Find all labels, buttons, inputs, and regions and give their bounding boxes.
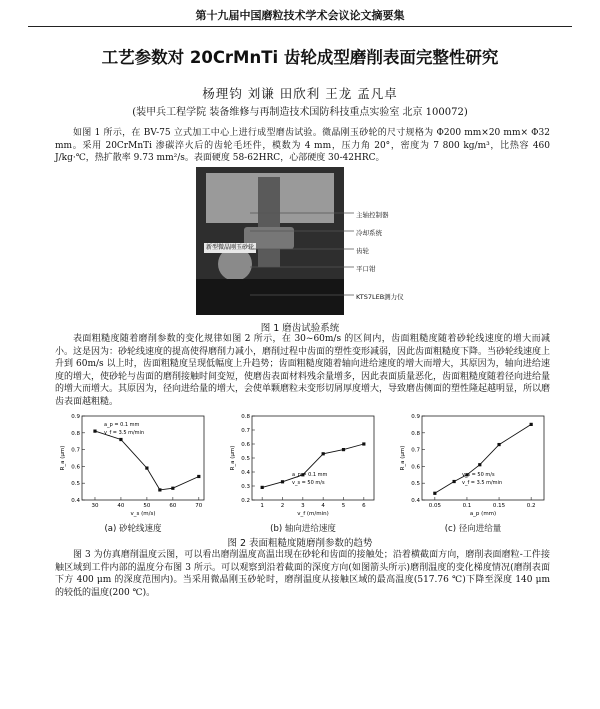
data-point — [261, 486, 264, 489]
y-tick-label: 0.7 — [71, 447, 80, 454]
y-axis-label: R_a (μm) — [60, 445, 66, 471]
legend-text: v_s = 50 m/s — [462, 472, 495, 478]
data-point — [197, 475, 200, 478]
subcaption-a: (a) 砂轮线速度 — [104, 524, 162, 534]
data-point — [281, 480, 284, 483]
y-tick-label: 0.9 — [411, 414, 420, 420]
data-point — [93, 430, 96, 433]
legend-text: v_s = 50 m/s — [292, 480, 325, 486]
y-tick-label: 0.8 — [241, 414, 250, 420]
plot-frame — [82, 416, 204, 500]
affiliation: (装甲兵工程学院 装备维修与再制造技术国防科技重点实验室 北京 100072) — [132, 107, 468, 118]
y-tick-label: 0.5 — [411, 481, 420, 488]
data-point — [478, 463, 481, 466]
x-tick-label: 0.2 — [526, 503, 536, 509]
paragraph-2: 表面粗糙度随着磨削参数的变化规律如图 2 所示，在 30~60m/s 的区间内，齿面粗糙度随着砂轮线速度的增大而减小。这是因为：砂轮线速度的提高使得磨削力减小，磨削过程中齿面的塑性变形减弱，因此齿面粗糙度下降。当砂轮线速度上升到 60m/s 以上时，齿面粗糙度呈现低幅度上升趋势；齿面粗糙度随着轴向进给速度的增大而增大，其原因为，轴向进给速度的增大，使砂轮与齿面的磨削接触时间变短，使磨齿表面材料残余量增多，因此表面质量恶化，齿面粗糙度随着径向进给量的增大而增大。其原因为，径向进给量的增大，会使单颗磨粒未变形切屑厚度增大，导致磨齿侧面的塑性隆起越明显，所以磨齿表面越粗糙。 — [55, 334, 551, 407]
paper-title: 工艺参数对 20CrMnTi 齿轮成型磨削表面完整性研究 — [101, 48, 499, 67]
legend-text: a_p = 0.1 mm — [104, 422, 140, 428]
data-point — [362, 442, 365, 445]
x-axis-label: v_f (m/min) — [297, 511, 329, 517]
y-tick-label: 0.3 — [241, 484, 250, 490]
x-tick-label: 3 — [301, 503, 305, 509]
data-point — [497, 443, 500, 446]
subcaption-c: (c) 径向进给量 — [444, 524, 502, 534]
chart-a — [58, 410, 208, 518]
x-tick-label: 4 — [321, 503, 325, 509]
y-tick-label: 0.5 — [71, 481, 80, 488]
subcaption-b: (b) 轴向进给速度 — [270, 524, 336, 534]
x-tick-label: 50 — [143, 503, 151, 509]
y-tick-label: 0.7 — [411, 447, 420, 454]
data-point — [119, 438, 122, 441]
y-tick-label: 0.7 — [241, 428, 250, 434]
x-tick-label: 70 — [195, 503, 203, 509]
y-tick-label: 0.8 — [411, 430, 420, 437]
label-cooling-system: 冷却系统 — [356, 229, 382, 237]
x-tick-label: 30 — [91, 503, 99, 509]
x-tick-label: 2 — [280, 503, 285, 509]
plot-frame — [252, 416, 374, 500]
paragraph-3: 图 3 为仿真磨削温度云图，可以看出磨削温度高温出现在砂轮和齿面的接触处；沿着横截面方向，磨削表面磨粒-工件接触区域到工件内部的温度分布图 3 所示。可以观察到沿着截面的深度方向(如图箭头所示)磨削温度的变化梯度情况(磨削表面下方 400 μm 的深度范围内)。当采用微晶刚玉砂轮时，磨削温度从接触区域的最高温度(517.76 ℃)下降至深度 140 μm 的较低的温度(200 ℃)。 — [55, 550, 550, 598]
series-line — [95, 431, 199, 490]
y-axis-label: R_a (μm) — [400, 445, 406, 471]
y-tick-label: 0.4 — [71, 498, 80, 504]
figure1-leader-lines — [250, 205, 356, 301]
data-point — [433, 492, 436, 495]
y-tick-label: 0.6 — [411, 464, 420, 471]
x-tick-label: 1 — [260, 503, 264, 509]
x-tick-label: 40 — [117, 503, 125, 509]
y-tick-label: 0.2 — [241, 498, 250, 504]
data-point — [145, 466, 148, 469]
y-tick-label: 0.4 — [241, 470, 250, 476]
y-tick-label: 0.5 — [241, 456, 250, 462]
label-spindle-controller: 主轴控制器 — [356, 211, 389, 219]
x-tick-label: 60 — [169, 503, 177, 509]
running-header: 第十九届中国磨粒技术学术会议论文摘要集 — [28, 6, 572, 27]
y-axis-label: R_a (μm) — [230, 445, 236, 471]
legend-text: a_p = 0.1 mm — [292, 472, 328, 478]
y-tick-label: 0.6 — [241, 442, 250, 448]
chart-c — [398, 410, 548, 518]
figure2-caption: 图 2 表面粗糙度随磨削参数的趋势 — [227, 538, 373, 549]
data-point — [158, 488, 161, 491]
x-axis-label: v_s (m/s) — [130, 511, 156, 517]
legend-text: v_f = 3.5 m/min — [462, 480, 503, 486]
y-tick-label: 0.6 — [71, 464, 80, 471]
label-vise: 平口钳 — [356, 265, 376, 273]
data-point — [342, 448, 345, 451]
authors: 杨理钧 刘谦 田欣利 王龙 孟凡卓 — [202, 86, 398, 101]
y-tick-label: 0.9 — [71, 414, 80, 420]
x-tick-label: 0.15 — [492, 503, 506, 509]
photo-label: 新型微晶刚玉砂轮 — [206, 244, 255, 251]
chart-b — [228, 410, 378, 518]
label-dynamometer: KTS7LEB测力仪 — [356, 293, 404, 301]
data-point — [171, 487, 174, 490]
plot-frame — [422, 416, 544, 500]
x-tick-label: 5 — [341, 503, 346, 509]
data-point — [453, 480, 456, 483]
x-axis-label: a_p (mm) — [469, 511, 497, 517]
figure1-caption: 图 1 磨齿试验系统 — [260, 323, 340, 334]
y-tick-label: 0.8 — [71, 430, 80, 437]
legend-text: v_f = 3.5 m/min — [104, 430, 145, 436]
label-gear: 齿轮 — [356, 247, 369, 255]
x-tick-label: 0.1 — [462, 503, 472, 509]
data-point — [530, 423, 533, 426]
x-tick-label: 0.05 — [428, 503, 441, 509]
paragraph-1: 如图 1 所示，在 BV-75 立式加工中心上进行成型磨齿试验。微晶刚玉砂轮的尺寸规格为 Φ200 mm×20 mm× Φ32 mm。采用 20CrMnTi 渗碳淬火后的齿轮毛坯件，模数为 4 mm，压力角 20°，密度为 7 800 kg/m³，比热容 460 J/kg·℃，热扩散率 9.73 mm²/s。表面硬度 58-62HRC，心部硬度 30-42HRC。 — [55, 128, 550, 164]
data-point — [322, 452, 325, 455]
x-tick-label: 6 — [362, 503, 366, 509]
y-tick-label: 0.4 — [411, 498, 420, 504]
